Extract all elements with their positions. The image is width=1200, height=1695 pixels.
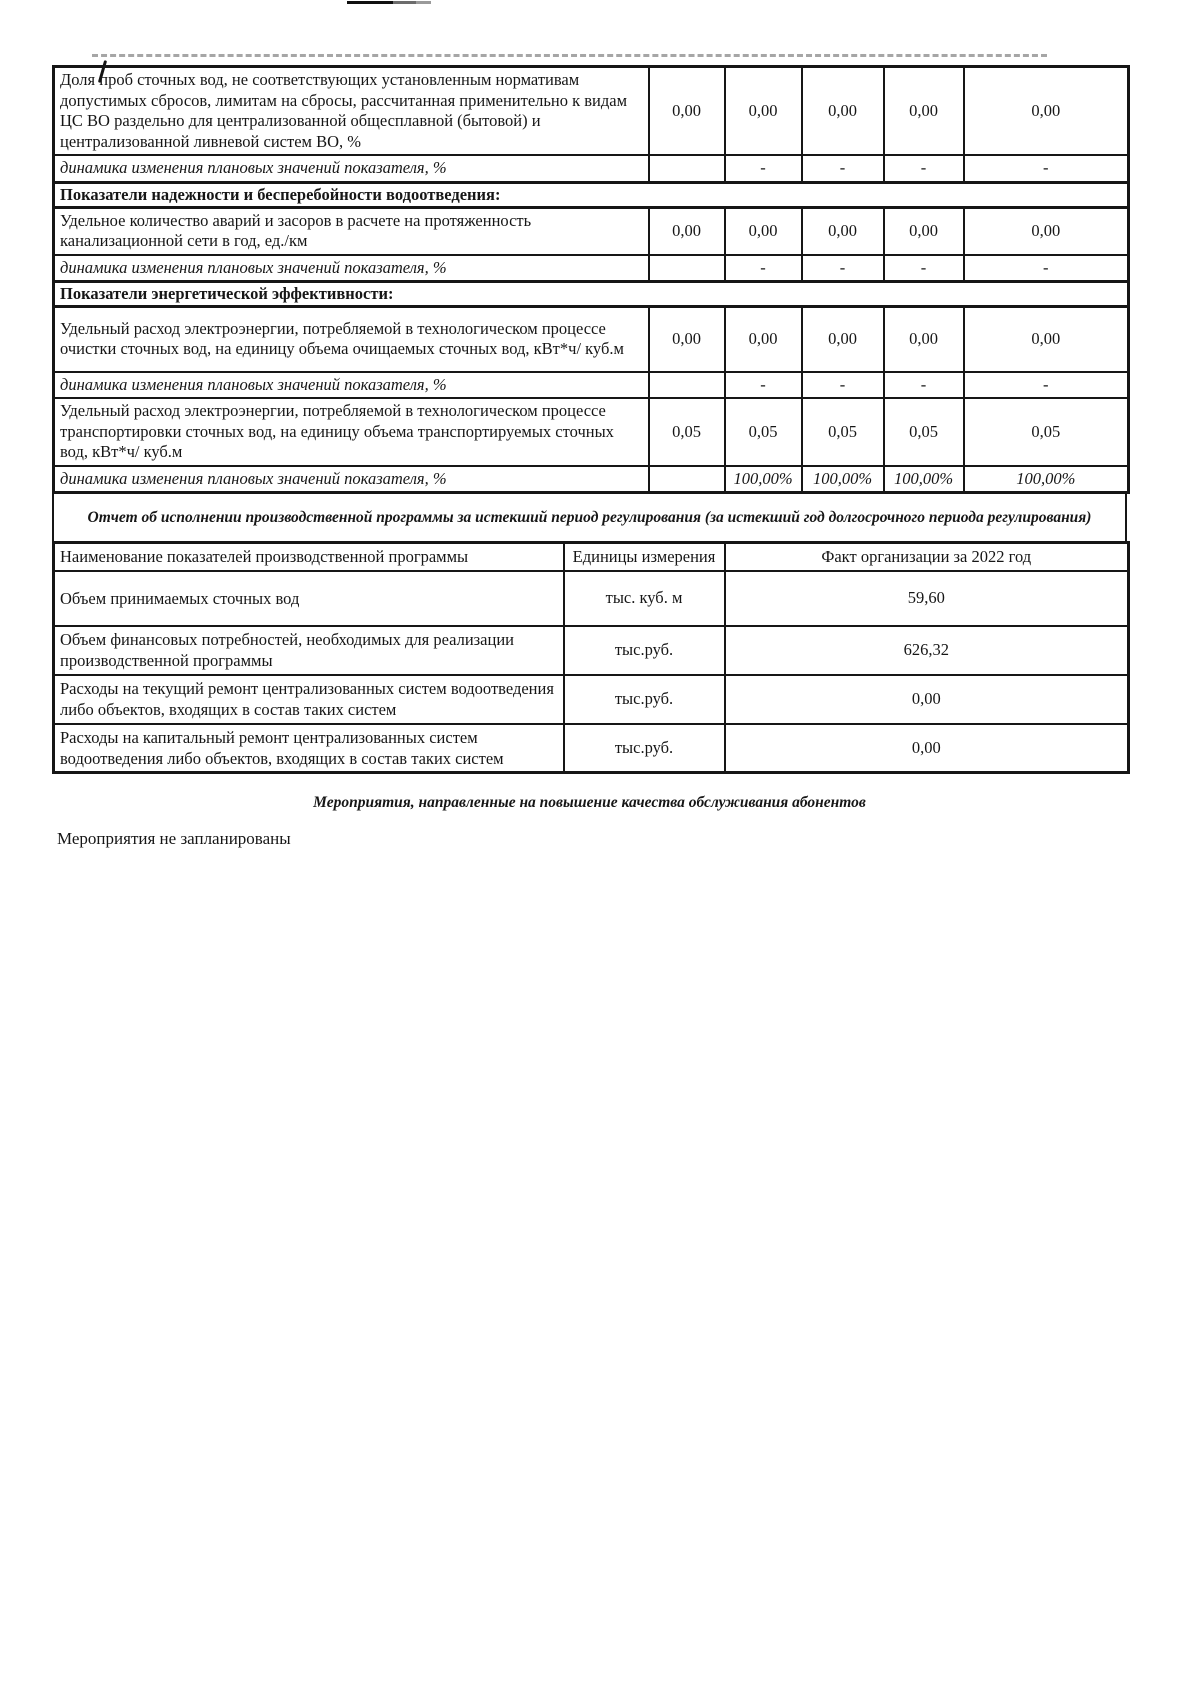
report-row	[54, 675, 1129, 724]
indicator-value: 0,00	[802, 67, 884, 156]
report-column-header: Наименование показателей производственной программы	[54, 543, 564, 571]
report-fact: 626,32	[725, 626, 1129, 675]
section-header-row	[54, 182, 1129, 207]
indicator-value: 100,00%	[725, 466, 802, 493]
indicator-value: 0,00	[725, 207, 802, 255]
indicator-value: -	[725, 155, 802, 182]
indicator-label: Доля проб сточных вод, не соответствующих установленным нормативам допустимых сбросов, лимитам на сбросы, рассчитанная применительно к видам ЦС ВО раздельно для централизованной общесплавной (бытовой) и централизованной ливневой систем ВО, %	[54, 67, 649, 156]
indicator-value: -	[802, 255, 884, 282]
indicator-value: 100,00%	[802, 466, 884, 493]
report-row	[54, 724, 1129, 773]
indicator-value	[649, 466, 725, 493]
indicators-table	[52, 65, 1130, 494]
section-header-label: Показатели надежности и бесперебойности водоотведения:	[54, 182, 1129, 207]
indicator-value: 0,00	[964, 207, 1129, 255]
report-name: Объем принимаемых сточных вод	[54, 571, 564, 626]
report-fact: 59,60	[725, 571, 1129, 626]
dynamics-row	[54, 466, 1129, 493]
indicator-value: 0,00	[884, 67, 964, 156]
indicator-value: 0,05	[884, 398, 964, 466]
indicator-label: Удельный расход электроэнергии, потребляемой в технологическом процессе транспортировки сточных вод, на единицу объема транспортируемых сточных вод, кВт*ч/ куб.м	[54, 398, 649, 466]
indicator-value: -	[964, 255, 1129, 282]
report-row	[54, 626, 1129, 675]
section-header-label: Показатели энергетической эффективности:	[54, 282, 1129, 307]
report-name: Расходы на капитальный ремонт централизованных систем водоотведения либо объектов, входящих в состав таких систем	[54, 724, 564, 773]
indicator-value	[649, 372, 725, 399]
report-unit: тыс.руб.	[564, 724, 725, 773]
report-unit: тыс.руб.	[564, 626, 725, 675]
indicator-value: -	[725, 255, 802, 282]
indicator-value: 0,05	[802, 398, 884, 466]
indicator-value: -	[802, 155, 884, 182]
indicator-value: -	[802, 372, 884, 399]
indicator-value: -	[725, 372, 802, 399]
indicator-label: динамика изменения плановых значений показателя, %	[54, 255, 649, 282]
indicator-value	[649, 255, 725, 282]
scan-artifact-line	[347, 1, 431, 4]
indicator-value: 0,00	[649, 67, 725, 156]
indicator-row	[54, 67, 1129, 156]
indicator-value: 100,00%	[884, 466, 964, 493]
indicator-label: Удельный расход электроэнергии, потребляемой в технологическом процессе очистки сточных вод, на единицу объема очищаемых сточных вод, кВт*ч/ куб.м	[54, 307, 649, 372]
indicator-value: 0,05	[649, 398, 725, 466]
indicator-value: 100,00%	[964, 466, 1129, 493]
report-fact: 0,00	[725, 675, 1129, 724]
report-fact: 0,00	[725, 724, 1129, 773]
report-table-body	[54, 571, 1129, 773]
indicator-value: 0,00	[802, 207, 884, 255]
document-content	[52, 65, 1127, 849]
indicator-value: 0,00	[725, 307, 802, 372]
report-header-row	[54, 543, 1129, 571]
indicator-row	[54, 398, 1129, 466]
indicator-value: 0,00	[964, 307, 1129, 372]
dynamics-row	[54, 155, 1129, 182]
indicator-label: динамика изменения плановых значений показателя, %	[54, 372, 649, 399]
indicator-value: -	[884, 372, 964, 399]
indicator-row	[54, 207, 1129, 255]
report-unit: тыс.руб.	[564, 675, 725, 724]
section-header-row	[54, 282, 1129, 307]
scan-artifact-dashes	[92, 54, 1047, 57]
report-column-header: Единицы измерения	[564, 543, 725, 571]
indicator-value: 0,00	[884, 207, 964, 255]
indicator-value: -	[884, 255, 964, 282]
report-name: Расходы на текущий ремонт централизованных систем водоотведения либо объектов, входящих в состав таких систем	[54, 675, 564, 724]
measures-heading: Мероприятия, направленные на повышение качества обслуживания абонентов	[313, 793, 866, 811]
indicator-value: 0,00	[802, 307, 884, 372]
indicator-label: Удельное количество аварий и засоров в расчете на протяженность канализационной сети в год, ед./км	[54, 207, 649, 255]
indicator-value: -	[964, 372, 1129, 399]
indicator-row	[54, 307, 1129, 372]
indicators-table-body	[54, 67, 1129, 493]
indicator-value: 0,05	[964, 398, 1129, 466]
report-unit: тыс. куб. м	[564, 571, 725, 626]
indicator-value: -	[964, 155, 1129, 182]
indicator-value: 0,00	[964, 67, 1129, 156]
dynamics-row	[54, 255, 1129, 282]
indicator-value: 0,05	[725, 398, 802, 466]
indicator-value: 0,00	[649, 307, 725, 372]
report-caption	[52, 494, 1127, 541]
indicator-value: 0,00	[649, 207, 725, 255]
indicator-value: 0,00	[725, 67, 802, 156]
indicator-value: 0,00	[884, 307, 964, 372]
measures-note: Мероприятия не запланированы	[57, 828, 291, 848]
report-table	[52, 541, 1130, 774]
report-name: Объем финансовых потребностей, необходимых для реализации производственной программы	[54, 626, 564, 675]
report-caption-text: Отчет об исполнении производственной программы за истекший период регулирования (за истекший год долгосрочного периода регулирования)	[87, 508, 1092, 526]
indicator-value: -	[884, 155, 964, 182]
report-row	[54, 571, 1129, 626]
dynamics-row	[54, 372, 1129, 399]
indicator-label: динамика изменения плановых значений показателя, %	[54, 155, 649, 182]
indicator-label: динамика изменения плановых значений показателя, %	[54, 466, 649, 493]
indicator-value	[649, 155, 725, 182]
report-column-header: Факт организации за 2022 год	[725, 543, 1129, 571]
